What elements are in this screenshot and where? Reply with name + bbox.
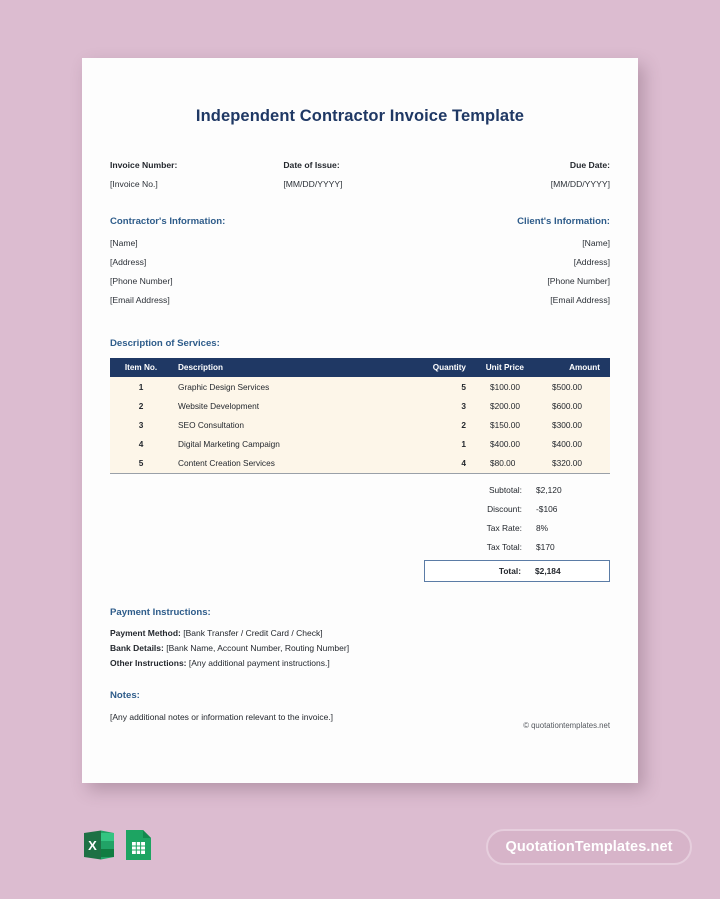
tax-total-value: $170 xyxy=(536,541,555,552)
cell-unit-price: $100.00 xyxy=(472,377,538,396)
table-row xyxy=(110,435,610,454)
cell-amount: $400.00 xyxy=(538,435,610,454)
subtotal-value: $2,120 xyxy=(536,485,562,496)
cell-quantity: 5 xyxy=(410,377,472,396)
table-row xyxy=(110,454,610,473)
services-table xyxy=(110,358,610,473)
cell-item-no: 1 xyxy=(110,377,172,396)
client-heading: Client's Information: xyxy=(517,216,610,227)
file-format-icons xyxy=(84,829,153,861)
client-address: [Address] xyxy=(573,257,610,267)
cell-unit-price: $200.00 xyxy=(472,396,538,415)
other-instructions-line xyxy=(110,658,610,668)
grand-total-row xyxy=(424,560,610,582)
grand-total-value: $2,184 xyxy=(535,566,561,577)
invoice-number-block xyxy=(110,160,273,189)
other-instructions-label: Other Instructions: xyxy=(110,658,187,669)
subtotal-row xyxy=(424,481,610,500)
cell-unit-price: $400.00 xyxy=(472,435,538,454)
services-table-header xyxy=(110,358,610,377)
cell-description: Website Development xyxy=(172,396,410,415)
copyright-text: © quotationtemplates.net xyxy=(523,721,610,730)
column-header-quantity: Quantity xyxy=(410,358,472,377)
cell-amount: $500.00 xyxy=(538,377,610,396)
svg-text:X: X xyxy=(88,838,97,853)
cell-amount: $600.00 xyxy=(538,396,610,415)
other-instructions-value: [Any additional payment instructions.] xyxy=(188,658,330,669)
brand-pill[interactable] xyxy=(486,829,692,865)
payment-instructions-heading: Payment Instructions: xyxy=(110,607,211,619)
bank-details-value: [Bank Name, Account Number, Routing Number] xyxy=(166,643,350,654)
contractor-info-block xyxy=(110,216,360,314)
date-of-issue-label: Date of Issue: xyxy=(283,160,340,170)
cell-item-no: 4 xyxy=(110,435,172,454)
discount-row xyxy=(424,500,610,519)
column-header-item-no: Item No. xyxy=(110,358,172,377)
cell-item-no: 2 xyxy=(110,396,172,415)
due-date-value: [MM/DD/YYYY] xyxy=(550,179,610,189)
client-phone: [Phone Number] xyxy=(547,276,610,286)
notes-heading: Notes: xyxy=(110,690,140,702)
date-of-issue-block xyxy=(273,160,446,189)
services-heading: Description of Services: xyxy=(110,338,220,349)
subtotal-label: Subtotal: xyxy=(488,485,522,496)
due-date-block xyxy=(447,160,610,189)
cell-item-no: 3 xyxy=(110,415,172,434)
table-header-row xyxy=(110,358,610,377)
tax-rate-value: 8% xyxy=(536,522,549,533)
discount-label: Discount: xyxy=(487,504,522,515)
payment-method-label: Payment Method: xyxy=(110,628,181,639)
table-row xyxy=(110,377,610,396)
grand-total-label: Total: xyxy=(498,566,521,577)
cell-unit-price: $150.00 xyxy=(472,415,538,434)
tax-total-label: Tax Total: xyxy=(486,541,522,552)
cell-quantity: 2 xyxy=(410,415,472,434)
table-bottom-divider xyxy=(110,473,610,474)
client-email: [Email Address] xyxy=(550,295,610,305)
totals-block xyxy=(424,481,610,582)
cell-item-no: 5 xyxy=(110,454,172,473)
payment-method-line xyxy=(110,628,610,638)
table-row xyxy=(110,396,610,415)
client-info-block xyxy=(360,216,610,314)
cell-description: Graphic Design Services xyxy=(172,377,410,396)
column-header-amount: Amount xyxy=(538,358,610,377)
invoice-meta-row xyxy=(110,160,610,189)
column-header-description: Description xyxy=(172,358,410,377)
parties-row xyxy=(110,216,610,314)
contractor-name: [Name] xyxy=(110,238,138,248)
google-sheets-file-icon[interactable] xyxy=(123,829,153,861)
contractor-email: [Email Address] xyxy=(110,295,170,305)
cell-amount: $300.00 xyxy=(538,415,610,434)
tax-rate-row xyxy=(424,519,610,538)
bank-details-line xyxy=(110,643,610,653)
notes-body: [Any additional notes or information relevant to the invoice.] xyxy=(110,712,334,723)
cell-description: Content Creation Services xyxy=(172,454,410,473)
contractor-heading: Contractor's Information: xyxy=(110,216,226,227)
tax-rate-label: Tax Rate: xyxy=(486,522,522,533)
contractor-address: [Address] xyxy=(110,257,147,267)
page-title: Independent Contractor Invoice Template xyxy=(195,107,525,125)
excel-file-icon[interactable] xyxy=(84,829,114,861)
due-date-label: Due Date: xyxy=(569,160,610,170)
invoice-number-value: [Invoice No.] xyxy=(110,179,158,189)
cell-quantity: 4 xyxy=(410,454,472,473)
payment-method-value: [Bank Transfer / Credit Card / Check] xyxy=(183,628,323,639)
cell-amount: $320.00 xyxy=(538,454,610,473)
invoice-number-label: Invoice Number: xyxy=(110,160,178,170)
discount-value: -$106 xyxy=(536,504,558,515)
cell-description: Digital Marketing Campaign xyxy=(172,435,410,454)
cell-unit-price: $80.00 xyxy=(472,454,538,473)
services-table-body xyxy=(110,377,610,473)
cell-description: SEO Consultation xyxy=(172,415,410,434)
contractor-phone: [Phone Number] xyxy=(110,276,173,286)
bank-details-label: Bank Details: xyxy=(110,643,164,654)
cell-quantity: 3 xyxy=(410,396,472,415)
invoice-document-page xyxy=(82,58,638,783)
cell-quantity: 1 xyxy=(410,435,472,454)
date-of-issue-value: [MM/DD/YYYY] xyxy=(283,179,343,189)
client-name: [Name] xyxy=(582,238,610,248)
column-header-unit-price: Unit Price xyxy=(472,358,538,377)
brand-label: QuotationTemplates.net xyxy=(505,839,673,855)
table-row xyxy=(110,415,610,434)
tax-total-row xyxy=(424,537,610,556)
